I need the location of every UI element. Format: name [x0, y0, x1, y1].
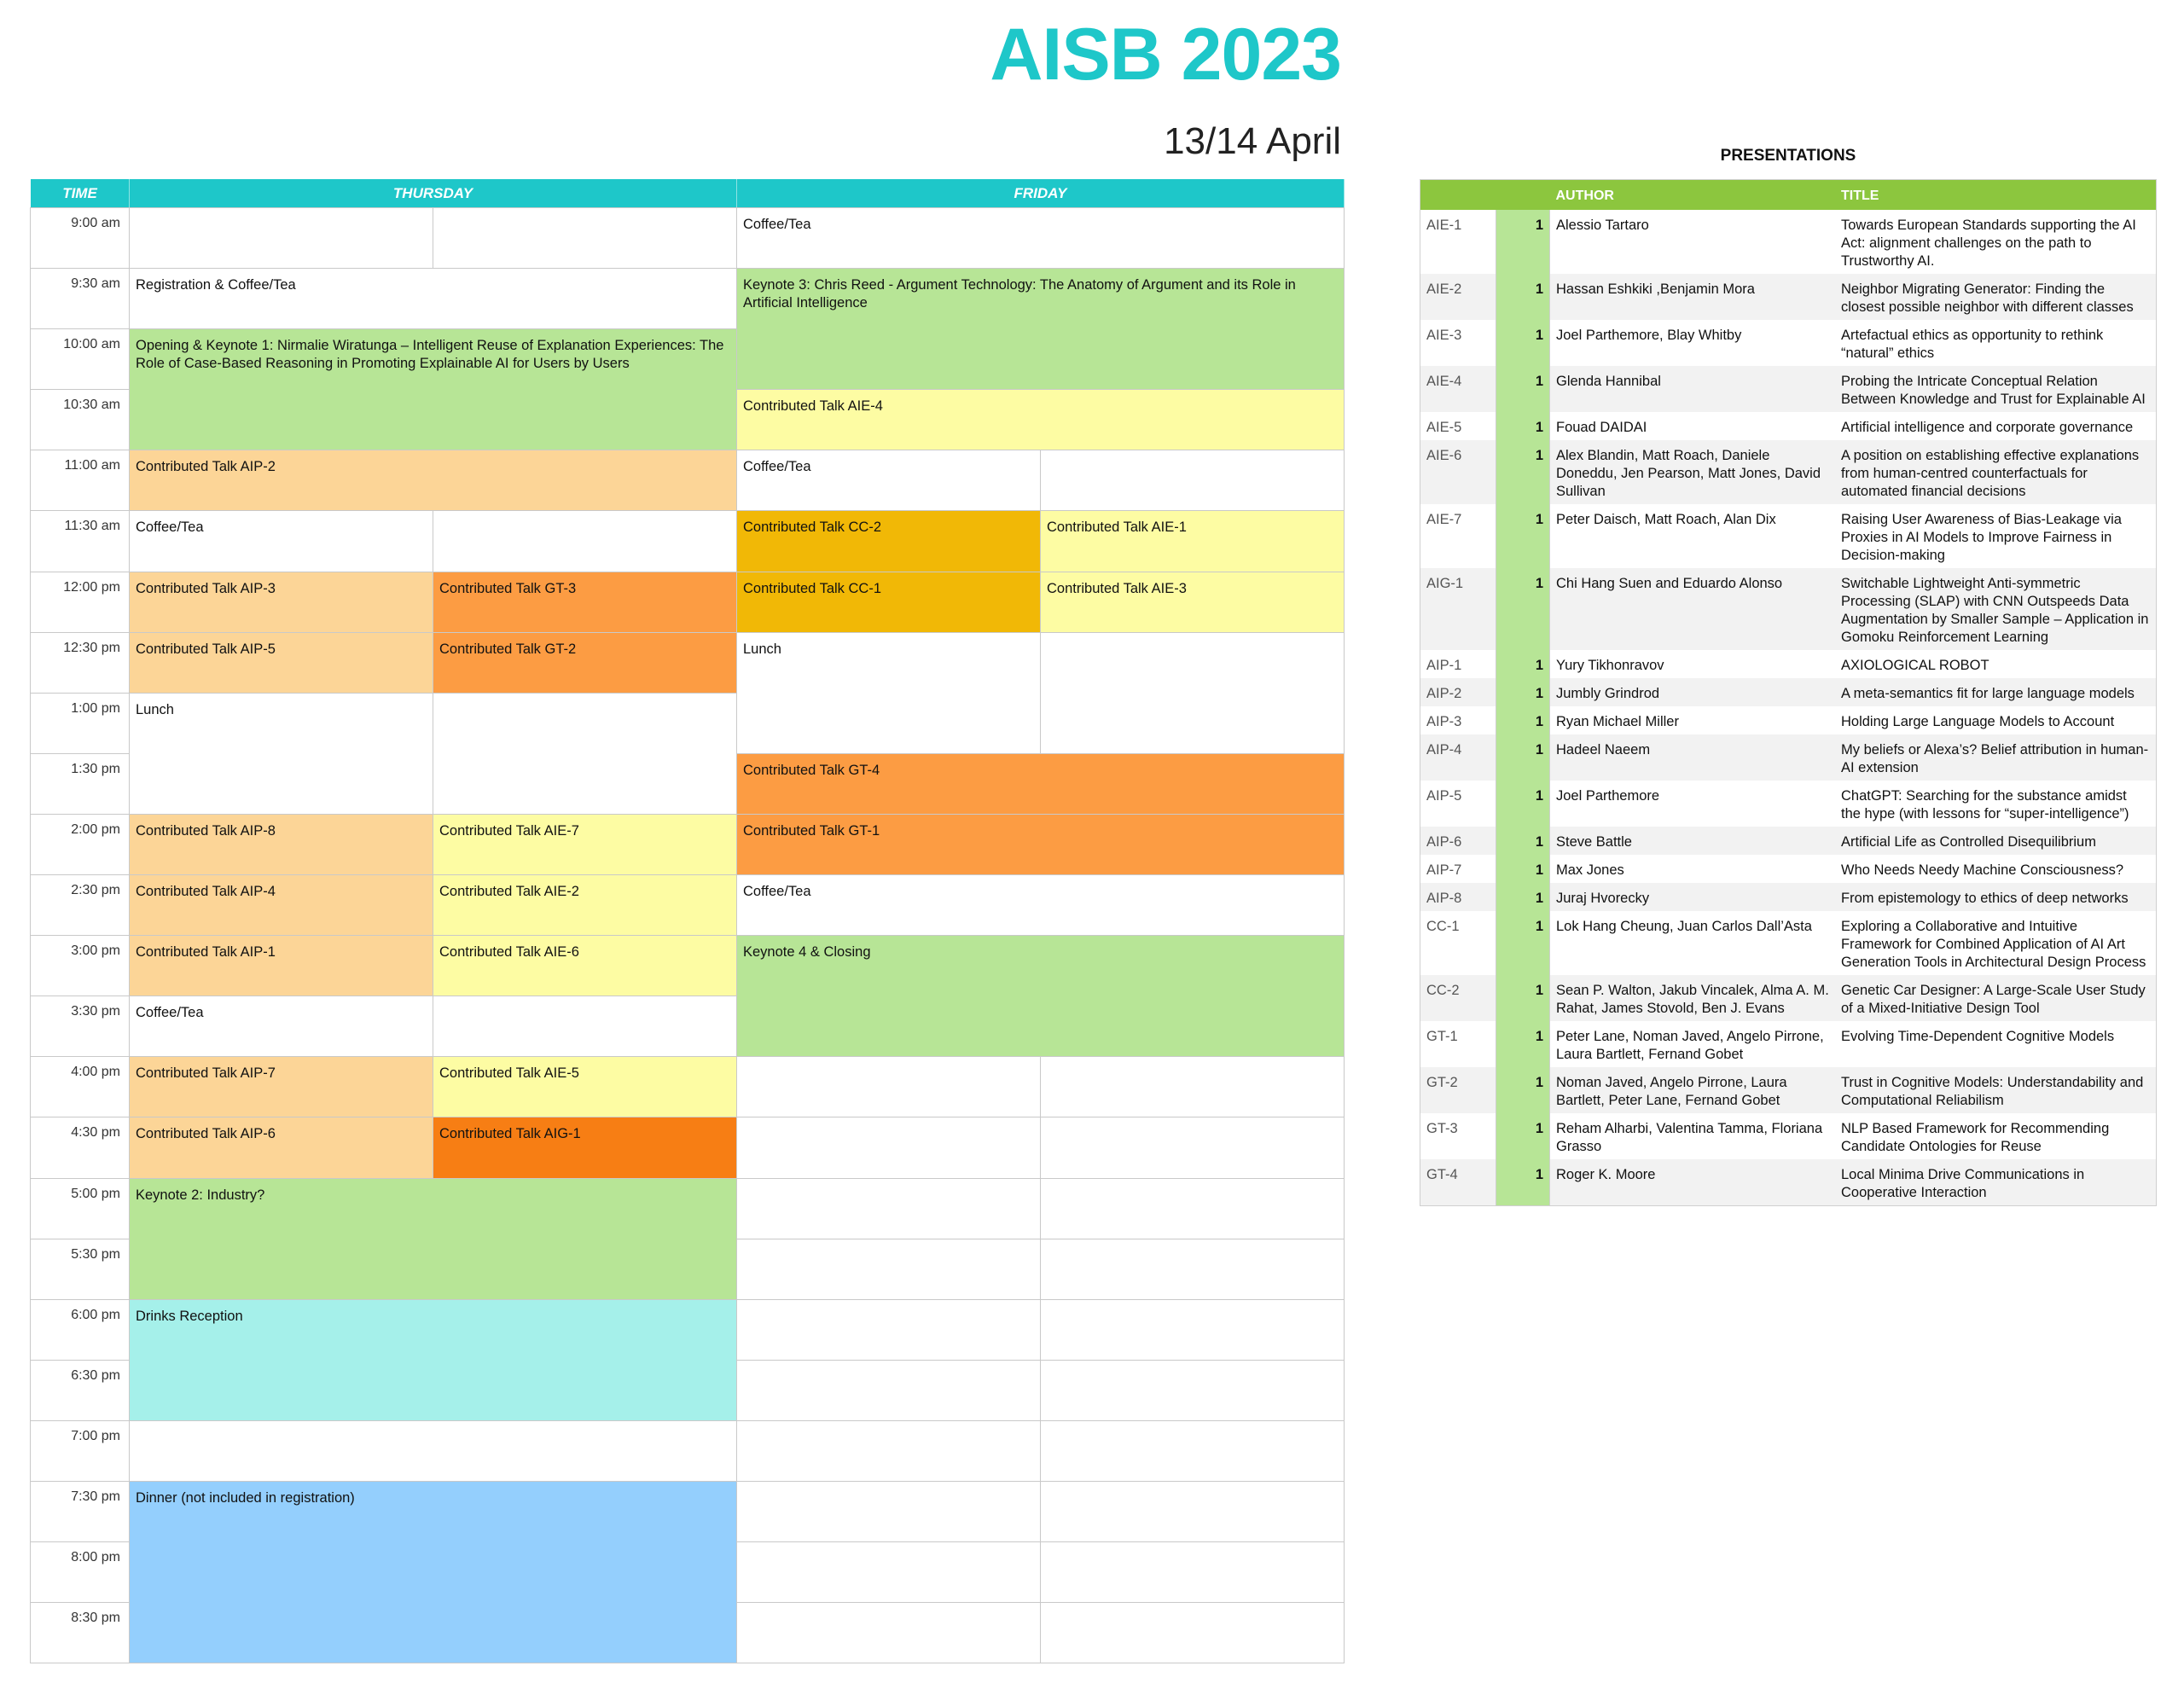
presentation-title: A meta-semantics fit for large language models — [1835, 678, 2157, 706]
table-row — [1420, 412, 2157, 440]
presentation-code: AIE-4 — [1420, 366, 1496, 412]
presentation-code: AIE-3 — [1426, 328, 1462, 343]
time-slot: 2:00 pm — [30, 814, 130, 875]
empty-cell — [433, 207, 737, 269]
friday-header: FRIDAY — [737, 179, 1345, 208]
table-row — [1420, 504, 2157, 568]
presentation-code: AIE-6 — [1420, 440, 1496, 504]
session-cell: Contributed Talk AIE-2 — [433, 874, 737, 936]
session-cell: Lunch — [129, 693, 433, 815]
session-cell: Contributed Talk AIE-7 — [433, 814, 737, 875]
session-cell: Keynote 4 & Closing — [736, 935, 1345, 1057]
empty-cell — [736, 1360, 1041, 1421]
session-cell: Lunch — [736, 632, 1041, 754]
presentation-code: GT-1 — [1426, 1029, 1458, 1044]
session-cell: Coffee/Tea — [129, 996, 433, 1057]
time-slot: 8:00 pm — [30, 1541, 130, 1603]
presentation-code: AIP-6 — [1420, 827, 1496, 855]
time-slot: 12:00 pm — [30, 572, 130, 633]
presentation-count: 1 — [1496, 678, 1550, 706]
session-cell: Contributed Talk GT-1 — [736, 814, 1345, 875]
empty-cell — [129, 207, 433, 269]
time-slot: 6:30 pm — [30, 1360, 130, 1421]
count-column-header — [1496, 180, 1550, 211]
presentation-count: 1 — [1496, 1113, 1550, 1159]
time-slot: 1:30 pm — [30, 753, 130, 815]
empty-cell — [433, 693, 737, 815]
empty-cell — [1040, 1420, 1345, 1482]
presentation-count: 1 — [1496, 883, 1550, 911]
presentation-title: Genetic Car Designer: A Large-Scale User Study of a Mixed-Initiative Design Tool — [1835, 975, 2157, 1021]
table-row — [1420, 678, 2157, 706]
presentation-count: 1 — [1496, 274, 1550, 320]
time-slot: 8:30 pm — [30, 1602, 130, 1663]
session-cell: Contributed Talk AIP-6 — [129, 1117, 433, 1178]
session-cell: Contributed Talk AIP-1 — [129, 935, 433, 996]
presentation-count: 1 — [1496, 320, 1550, 366]
presentation-title: Who Needs Needy Machine Consciousness? — [1841, 862, 2124, 878]
presentation-count: 1 — [1496, 1067, 1550, 1113]
presentation-count: 1 — [1496, 650, 1550, 678]
presentation-title: AXIOLOGICAL ROBOT — [1841, 658, 1989, 673]
presentation-count: 1 — [1496, 706, 1550, 734]
presentation-count: 1 — [1496, 366, 1550, 412]
presentation-count: 1 — [1496, 1159, 1550, 1206]
session-cell: Coffee/Tea — [736, 874, 1345, 936]
session-cell: Contributed Talk AIE-6 — [433, 935, 737, 996]
presentation-title: Local Minima Drive Communications in Cooperative Interaction — [1835, 1159, 2157, 1206]
presentation-author: Hadeel Naeem — [1550, 734, 1836, 781]
page-subtitle: 13/14 April — [1164, 120, 1341, 162]
session-cell: Contributed Talk GT-3 — [433, 572, 737, 633]
session-cell: Contributed Talk GT-4 — [736, 753, 1345, 815]
table-row — [1420, 366, 2157, 412]
presentation-title: Probing the Intricate Conceptual Relation Between Knowledge and Trust for Explainable AI — [1835, 366, 2157, 412]
time-slot: 1:00 pm — [30, 693, 130, 754]
table-row — [1420, 781, 2157, 827]
presentation-code: AIE-5 — [1426, 420, 1462, 435]
session-cell: Dinner (not included in registration) — [129, 1481, 737, 1663]
presentation-author: Juraj Hvorecky — [1550, 883, 1836, 911]
presentation-title: Holding Large Language Models to Account — [1841, 714, 2115, 729]
session-cell: Contributed Talk CC-1 — [736, 572, 1041, 633]
presentation-author: Max Jones — [1556, 862, 1624, 878]
table-row — [1420, 1159, 2157, 1206]
empty-cell — [1040, 1360, 1345, 1421]
presentation-author: Jumbly Grindrod — [1550, 678, 1836, 706]
presentation-author: Sean P. Walton, Jakub Vincalek, Alma A. M. Rahat, James Stovold, Ben J. Evans — [1550, 975, 1836, 1021]
session-cell: Contributed Talk AIP-2 — [129, 450, 737, 511]
presentation-title: Neighbor Migrating Generator: Finding the closest possible neighbor with different classes — [1835, 274, 2157, 320]
table-row — [1420, 734, 2157, 781]
time-header: TIME — [31, 179, 130, 208]
presentation-author: Yury Tikhonravov — [1556, 658, 1664, 673]
presentation-count: 1 — [1496, 412, 1550, 440]
table-row — [1420, 911, 2157, 975]
presentation-title: Switchable Lightweight Anti-symmetric Processing (SLAP) with CNN Outspeeds Data Augmentation by Smaller Sample – Application in Gomoku Reinforcement Learning — [1835, 568, 2157, 650]
presentation-count: 1 — [1496, 210, 1550, 274]
presentation-code: CC-1 — [1426, 919, 1460, 934]
session-cell: Contributed Talk GT-2 — [433, 632, 737, 694]
table-row — [1420, 1021, 2157, 1067]
presentation-code: AIP-4 — [1420, 734, 1496, 781]
presentation-count: 1 — [1496, 1021, 1550, 1067]
presentation-code: AIE-1 — [1426, 218, 1462, 233]
time-slot: 7:00 pm — [30, 1420, 130, 1482]
session-cell: Keynote 3: Chris Reed - Argument Technology: The Anatomy of Argument and its Role in Artificial Intelligence — [736, 268, 1345, 390]
presentation-title: My beliefs or Alexa’s? Belief attribution in human-AI extension — [1835, 734, 2157, 781]
presentation-author: Ryan Michael Miller — [1556, 714, 1679, 729]
presentation-title: Artificial Life as Controlled Disequilibrium — [1835, 827, 2157, 855]
presentation-code: AIP-2 — [1420, 678, 1496, 706]
table-row — [1420, 883, 2157, 911]
presentation-count: 1 — [1496, 568, 1550, 650]
table-row — [1420, 827, 2157, 855]
author-column-header: AUTHOR — [1550, 180, 1836, 211]
empty-cell — [736, 1481, 1041, 1542]
presentation-title: Raising User Awareness of Bias-Leakage via Proxies in AI Models to Improve Fairness in Decision-making — [1841, 512, 2122, 563]
presentations-table — [1420, 179, 2157, 1206]
empty-cell — [433, 510, 737, 572]
presentation-code: AIP-5 — [1426, 788, 1462, 804]
session-cell: Contributed Talk AIP-7 — [129, 1056, 433, 1117]
time-slot: 7:30 pm — [30, 1481, 130, 1542]
empty-cell — [1040, 1239, 1345, 1300]
presentation-title: From epistemology to ethics of deep networks — [1835, 883, 2157, 911]
time-slot: 3:30 pm — [30, 996, 130, 1057]
presentation-title: A position on establishing effective explanations from human-centred counterfactuals for automated financial decisions — [1835, 440, 2157, 504]
empty-cell — [1040, 1481, 1345, 1542]
presentation-author: Lok Hang Cheung, Juan Carlos Dall’Asta — [1556, 919, 1812, 934]
empty-cell — [433, 996, 737, 1057]
presentation-count: 1 — [1496, 504, 1550, 568]
time-slot: 9:00 am — [30, 207, 130, 269]
session-cell: Contributed Talk AIG-1 — [433, 1117, 737, 1178]
presentation-author: Chi Hang Suen and Eduardo Alonso — [1550, 568, 1836, 650]
presentation-count: 1 — [1496, 975, 1550, 1021]
presentation-code: GT-3 — [1426, 1121, 1458, 1136]
table-row — [1420, 1067, 2157, 1113]
time-slot: 10:30 am — [30, 389, 130, 450]
presentation-title: ChatGPT: Searching for the substance amidst the hype (with lessons for “super-intelligence”) — [1841, 788, 2129, 821]
presentation-title: Exploring a Collaborative and Intuitive Framework for Combined Application of AI Art Generation Tools in Architectural Design Process — [1841, 919, 2146, 970]
empty-cell — [1040, 1056, 1345, 1117]
session-cell: Coffee/Tea — [736, 207, 1345, 269]
empty-cell — [736, 1117, 1041, 1178]
empty-cell — [1040, 632, 1345, 754]
presentation-code: AIP-7 — [1426, 862, 1462, 878]
presentation-author: Alex Blandin, Matt Roach, Daniele Doneddu, Jen Pearson, Matt Jones, David Sullivan — [1550, 440, 1836, 504]
session-cell: Contributed Talk AIE-1 — [1040, 510, 1345, 572]
time-slot: 11:00 am — [30, 450, 130, 511]
presentation-count: 1 — [1496, 440, 1550, 504]
presentation-author: Fouad DAIDAI — [1556, 420, 1647, 435]
session-cell: Registration & Coffee/Tea — [129, 268, 737, 329]
presentation-author: Reham Alharbi, Valentina Tamma, Floriana Grasso — [1556, 1121, 1823, 1154]
session-cell: Contributed Talk AIP-8 — [129, 814, 433, 875]
session-cell: Opening & Keynote 1: Nirmalie Wiratunga – Intelligent Reuse of Explanation Experiences: The Role of Case-Based Reasoning in Promoting Explainable AI for Users by Users — [129, 328, 737, 450]
table-row — [1420, 210, 2157, 274]
table-row — [1420, 706, 2157, 734]
presentation-author: Steve Battle — [1550, 827, 1836, 855]
session-cell: Contributed Talk AIP-4 — [129, 874, 433, 936]
presentation-code: GT-4 — [1420, 1159, 1496, 1206]
presentation-title: Trust in Cognitive Models: Understandability and Computational Reliabilism — [1835, 1067, 2157, 1113]
session-cell: Contributed Talk AIP-5 — [129, 632, 433, 694]
empty-cell — [1040, 450, 1345, 511]
session-cell: Contributed Talk CC-2 — [736, 510, 1041, 572]
time-slot: 9:30 am — [30, 268, 130, 329]
session-cell: Coffee/Tea — [129, 510, 433, 572]
time-slot: 2:30 pm — [30, 874, 130, 936]
presentations-heading: PRESENTATIONS — [1720, 147, 1856, 165]
time-slot: 3:00 pm — [30, 935, 130, 996]
thursday-header: THURSDAY — [130, 179, 737, 208]
time-slot: 5:30 pm — [30, 1239, 130, 1300]
empty-cell — [736, 1239, 1041, 1300]
presentation-count: 1 — [1496, 734, 1550, 781]
table-row — [1420, 650, 2157, 678]
presentation-author: Glenda Hannibal — [1550, 366, 1836, 412]
session-cell: Coffee/Tea — [736, 450, 1041, 511]
presentation-count: 1 — [1496, 781, 1550, 827]
schedule-grid — [31, 179, 1345, 1665]
time-slot: 4:30 pm — [30, 1117, 130, 1178]
presentation-author: Peter Daisch, Matt Roach, Alan Dix — [1556, 512, 1776, 527]
presentation-count: 1 — [1496, 827, 1550, 855]
presentation-author: Roger K. Moore — [1550, 1159, 1836, 1206]
empty-cell — [736, 1602, 1041, 1663]
empty-cell — [1040, 1602, 1345, 1663]
title-column-header: TITLE — [1835, 180, 2157, 211]
table-row — [1420, 440, 2157, 504]
empty-cell — [1040, 1299, 1345, 1361]
page-title: AISB 2023 — [990, 14, 1341, 96]
empty-cell — [1040, 1117, 1345, 1178]
time-slot: 4:00 pm — [30, 1056, 130, 1117]
session-cell: Contributed Talk AIE-4 — [736, 389, 1345, 450]
session-cell: Keynote 2: Industry? — [129, 1178, 737, 1300]
presentation-author: Noman Javed, Angelo Pirrone, Laura Bartlett, Peter Lane, Fernand Gobet — [1550, 1067, 1836, 1113]
presentation-code: AIP-1 — [1426, 658, 1462, 673]
presentation-count: 1 — [1496, 911, 1550, 975]
session-cell: Contributed Talk AIE-3 — [1040, 572, 1345, 633]
table-row — [1420, 568, 2157, 650]
code-column-header — [1420, 180, 1496, 211]
empty-cell — [1040, 1541, 1345, 1603]
presentation-code: AIG-1 — [1420, 568, 1496, 650]
table-header-row — [1420, 180, 2157, 211]
time-slot: 12:30 pm — [30, 632, 130, 694]
table-row — [1420, 274, 2157, 320]
session-cell: Contributed Talk AIE-5 — [433, 1056, 737, 1117]
empty-cell — [736, 1056, 1041, 1117]
session-cell: Contributed Talk AIP-3 — [129, 572, 433, 633]
presentation-code: AIE-2 — [1420, 274, 1496, 320]
empty-cell — [129, 1420, 737, 1482]
empty-cell — [736, 1420, 1041, 1482]
session-cell: Drinks Reception — [129, 1299, 737, 1421]
presentation-author: Peter Lane, Noman Javed, Angelo Pirrone, Laura Bartlett, Fernand Gobet — [1556, 1029, 1824, 1062]
presentation-count: 1 — [1496, 855, 1550, 883]
table-row — [1420, 320, 2157, 366]
time-slot: 10:00 am — [30, 328, 130, 390]
presentation-author: Hassan Eshkiki ,Benjamin Mora — [1550, 274, 1836, 320]
presentation-code: AIP-3 — [1426, 714, 1462, 729]
table-row — [1420, 855, 2157, 883]
presentation-title: NLP Based Framework for Recommending Candidate Ontologies for Reuse — [1841, 1121, 2110, 1154]
presentation-code: AIP-8 — [1420, 883, 1496, 911]
empty-cell — [736, 1299, 1041, 1361]
presentation-code: AIE-7 — [1426, 512, 1462, 527]
presentation-code: CC-2 — [1420, 975, 1496, 1021]
presentation-author: Alessio Tartaro — [1556, 218, 1649, 233]
presentation-title: Artefactual ethics as opportunity to rethink “natural” ethics — [1841, 328, 2104, 361]
time-slot: 5:00 pm — [30, 1178, 130, 1239]
time-slot: 6:00 pm — [30, 1299, 130, 1361]
empty-cell — [736, 1178, 1041, 1239]
presentation-title: Artificial intelligence and corporate governance — [1841, 420, 2134, 435]
presentation-title: Evolving Time-Dependent Cognitive Models — [1841, 1029, 2115, 1044]
table-row — [1420, 1113, 2157, 1159]
table-row — [1420, 975, 2157, 1021]
time-slot: 11:30 am — [30, 510, 130, 572]
presentation-title: Towards European Standards supporting the AI Act: alignment challenges on the path to Trustworthy AI. — [1841, 218, 2136, 269]
presentation-code: GT-2 — [1420, 1067, 1496, 1113]
presentation-author: Joel Parthemore — [1556, 788, 1660, 804]
presentation-author: Joel Parthemore, Blay Whitby — [1556, 328, 1742, 343]
empty-cell — [1040, 1178, 1345, 1239]
empty-cell — [736, 1541, 1041, 1603]
